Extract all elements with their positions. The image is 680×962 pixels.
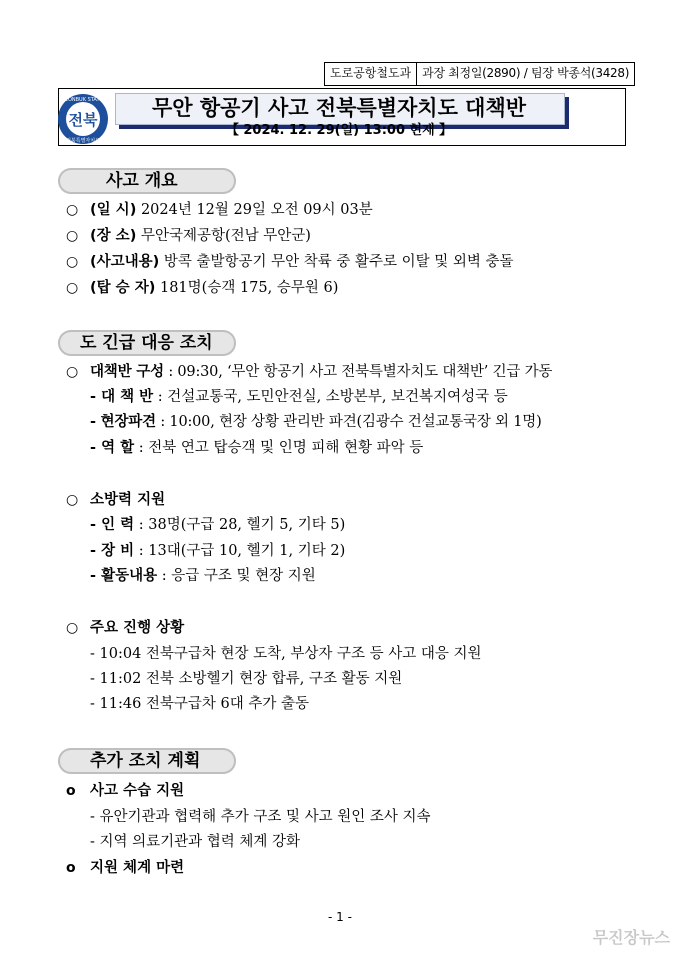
- report-date: 【 2024. 12. 29(일) 13:00 현재 】: [225, 123, 453, 138]
- bullet: ○: [66, 492, 79, 508]
- overview-key: (탑 승 자): [90, 280, 156, 296]
- fire-support-row: - 활동내용 : 응급 구조 및 현장 지원: [90, 568, 316, 584]
- response-value: : 09:30, ‘무안 항공기 사고 전북특별자치도 대책반’ 긴급 가동: [168, 364, 553, 380]
- progress-row: - 11:46 전북구급차 6대 추가 출동: [90, 696, 310, 712]
- overview-row: [90, 278, 338, 298]
- jeonbuk-logo: [56, 92, 110, 146]
- section-title-response: 도 긴급 대응 조치: [80, 333, 213, 353]
- fire-support-row: - 인 력 : 38명(구급 28, 헬기 5, 기타 5): [90, 517, 346, 533]
- response-row: [90, 362, 552, 382]
- progress-row: - 11:02 전북 소방헬기 현장 합류, 구조 활동 지원: [90, 671, 403, 687]
- overview-key: (사고내용): [90, 254, 160, 270]
- overview-row: [90, 200, 373, 220]
- overview-value: 방콕 출발항공기 무안 착륙 중 활주로 이탈 및 외벽 충돌: [163, 254, 514, 270]
- plan-row: - 지역 의료기관과 협력 체계 강화: [90, 834, 301, 850]
- response-sub-row: - 대 책 반 : 건설교통국, 도민안전실, 소방본부, 보건복지여성국 등: [90, 389, 508, 405]
- bullet: ○: [66, 364, 79, 380]
- bullet: o: [66, 783, 76, 799]
- progress-row: - 10:04 전북구급차 현장 도착, 부상자 구조 등 사고 대응 지원: [90, 646, 482, 662]
- fire-support-title: 소방력 지원: [90, 492, 166, 508]
- section-title-overview: 사고 개요: [106, 171, 178, 191]
- progress-title: 주요 진행 상황: [90, 620, 185, 636]
- svg-text:JEONBUK STATE: JEONBUK STATE: [63, 97, 103, 103]
- plan-title: 지원 체계 마련: [90, 860, 185, 876]
- overview-key: (장 소): [90, 228, 137, 244]
- fire-support-row: - 장 비 : 13대(구급 10, 헬기 1, 기타 2): [90, 543, 346, 559]
- department-label: 도로공항철도과: [325, 63, 417, 85]
- bullet: o: [66, 860, 76, 876]
- response-sub-row: - 역 할 : 전북 연고 탑승객 및 인명 피해 현황 파악 등: [90, 440, 424, 456]
- bullet: ○: [66, 202, 79, 218]
- svg-text:전북: 전북: [68, 111, 98, 129]
- overview-value: 181명(승객 175, 승무원 6): [159, 280, 339, 296]
- svg-text:전북특별자치도: 전북특별자치도: [66, 138, 100, 144]
- overview-value: 2024년 12월 29일 오전 09시 03분: [140, 202, 373, 218]
- overview-key: (일 시): [90, 202, 137, 218]
- page-number: - 1 -: [328, 910, 352, 924]
- contact-box: [324, 62, 635, 86]
- plan-title: 사고 수습 지원: [90, 783, 185, 799]
- overview-row: [90, 226, 311, 246]
- bullet: ○: [66, 620, 79, 636]
- watermark: 무진장뉴스: [592, 928, 670, 947]
- section-title-plan: 추가 조치 계획: [90, 751, 201, 771]
- overview-value: 무안국제공항(전남 무안군): [140, 228, 311, 244]
- overview-row: [90, 252, 514, 272]
- bullet: ○: [66, 280, 79, 296]
- contact-label: 과장 최정일(2890) / 팀장 박종석(3428): [422, 66, 630, 80]
- page-title: 무안 항공기 사고 전북특별자치도 대책반: [151, 96, 527, 120]
- plan-row: - 유안기관과 협력해 추가 구조 및 사고 원인 조사 지속: [90, 809, 431, 825]
- bullet: ○: [66, 228, 79, 244]
- response-key: 대책반 구성: [90, 364, 164, 380]
- bullet: ○: [66, 254, 79, 270]
- response-sub-row: - 현장파견 : 10:00, 현장 상황 관리반 파견(김광수 건설교통국장 외 1명): [90, 414, 542, 430]
